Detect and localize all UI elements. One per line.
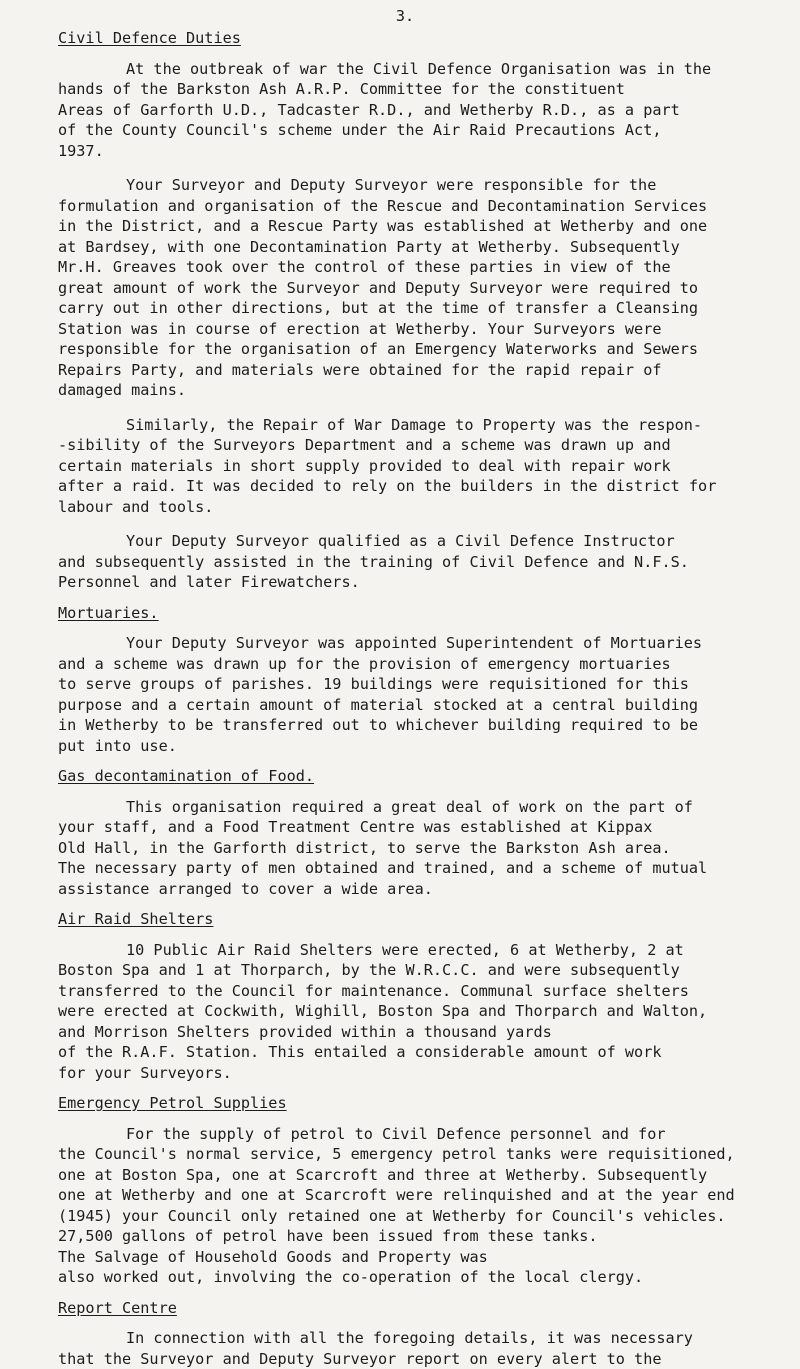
section-emergency-petrol-supplies [58, 1093, 792, 1288]
section-air-raid-shelters [58, 909, 792, 1083]
paragraph: Similarly, the Repair of War Damage to Property was the respon- -sibility of the Surveyors Department and a scheme was drawn up and certain materials in short supply provided to deal with repair work after a raid. It was decided to rely on the builders in the district for labour and tools. [58, 415, 792, 518]
paragraph: Your Deputy Surveyor qualified as a Civil Defence Instructor and subsequently assisted in the training of Civil Defence and N.F.S. Personnel and later Firewatchers. [58, 531, 792, 593]
section-heading: Mortuaries. [58, 603, 159, 623]
section-heading: Air Raid Shelters [58, 909, 213, 929]
paragraph: For the supply of petrol to Civil Defence personnel and for the Council's normal service, 5 emergency petrol tanks were requisitioned, one at Boston Spa, one at Scarcroft and three at Wetherby. Subsequently one at Wetherby and one at Scarcroft were relinquished and at the year end (1945) your Council only retained one at Wetherby for Council's vehicles. 27,500 gallons of petrol have been issued from these tanks. The Salvage of Household Goods and Property was also worked out, involving the co-operation of the local clergy. [58, 1124, 792, 1288]
section-heading: Report Centre [58, 1298, 177, 1318]
section-civil-defence-duties [58, 28, 792, 593]
page-number: 3. [58, 6, 792, 26]
section-heading: Civil Defence Duties [58, 28, 241, 48]
section-mortuaries [58, 603, 792, 757]
paragraph: This organisation required a great deal of work on the part of your staff, and a Food Treatment Centre was established at Kippax Old Hall, in the Garforth district, to serve the Barkston Ash area. The necessary party of men obtained and trained, and a scheme of mutual assistance arranged to cover a wide area. [58, 797, 792, 900]
paragraph: Your Surveyor and Deputy Surveyor were responsible for the formulation and organisation of the Rescue and Decontamination Services in the District, and a Rescue Party was established at Wetherby and one at Bardsey, with one Decontamination Party at Wetherby. Subsequently Mr.H. Greaves took over the control of these parties in view of the great amount of work the Surveyor and Deputy Surveyor were required to carry out in other directions, but at the time of transfer a Cleansing Station was in course of erection at Wetherby. Your Surveyors were responsible for the organisation of an Emergency Waterworks and Sewers Repairs Party, and materials were obtained for the rapid repair of damaged mains. [58, 175, 792, 401]
paragraph: In connection with all the foregoing details, it was necessary that the Surveyor and Deputy Surveyor report on every alert to the [58, 1328, 792, 1369]
paragraph: 10 Public Air Raid Shelters were erected, 6 at Wetherby, 2 at Boston Spa and 1 at Thorparch, by the W.R.C.C. and were subsequently transferred to the Council for maintenance. Communal surface shelters were erected at Cockwith, Wighill, Boston Spa and Thorparch and Walton, and Morrison Shelters provided within a thousand yards of the R.A.F. Station. This entailed a considerable amount of work for your Surveyors. [58, 940, 792, 1084]
section-gas-decontamination [58, 766, 792, 899]
section-heading: Gas decontamination of Food. [58, 766, 314, 786]
paragraph: Your Deputy Surveyor was appointed Superintendent of Mortuaries and a scheme was drawn up for the provision of emergency mortuaries to serve groups of parishes. 19 buildings were requisitioned for this purpose and a certain amount of material stocked at a central building in Wetherby to be transferred out to whichever building required to be put into use. [58, 633, 792, 756]
section-report-centre [58, 1298, 792, 1369]
section-heading: Emergency Petrol Supplies [58, 1093, 287, 1113]
paragraph: At the outbreak of war the Civil Defence Organisation was in the hands of the Barkston Ash A.R.P. Committee for the constituent Areas of Garforth U.D., Tadcaster R.D., and Wetherby R.D., as a part of the County Council's scheme under the Air Raid Precautions Act, 1937. [58, 59, 792, 162]
